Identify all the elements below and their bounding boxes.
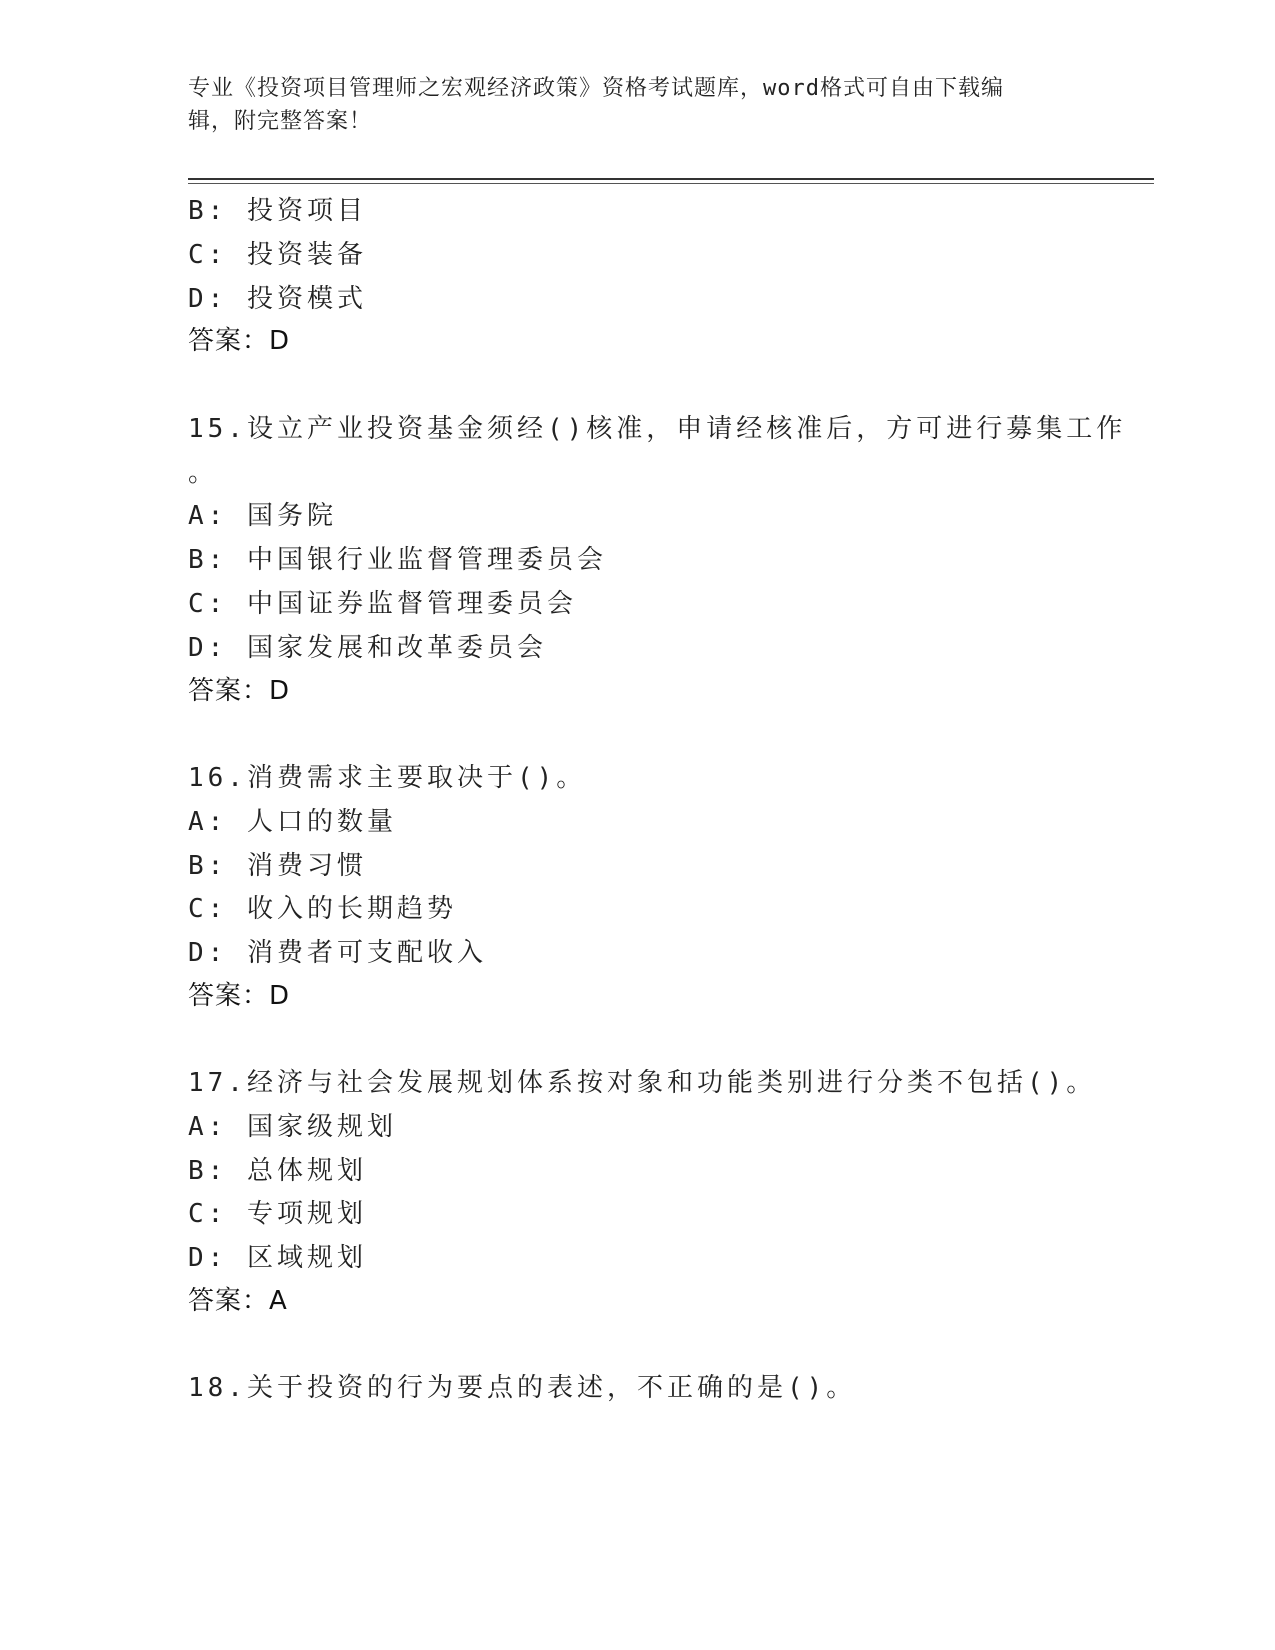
q16-option-a: A: 人口的数量 [188, 807, 397, 837]
q15-answer: 答案：D [188, 676, 291, 706]
q15-option-b: B: 中国银行业监督管理委员会 [188, 545, 607, 575]
q17-option-d: D: 区域规划 [188, 1243, 367, 1273]
q16-answer: 答案：D [188, 981, 291, 1011]
q17-option-b: B: 总体规划 [188, 1156, 367, 1186]
q17-stem: 17.经济与社会发展规划体系按对象和功能类别进行分类不包括()。 [188, 1068, 1097, 1098]
header-line-1: 专业《投资项目管理师之宏观经济政策》资格考试题库，word格式可自由下载编 [188, 76, 1004, 101]
q16-option-c: C: 收入的长期趋势 [188, 894, 457, 924]
header-line-2: 辑，附完整答案！ [188, 109, 373, 134]
q16-option-d: D: 消费者可支配收入 [188, 938, 487, 968]
q15-option-d: D: 国家发展和改革委员会 [188, 633, 547, 663]
document-header [188, 72, 1068, 138]
q17-answer: 答案：A [188, 1286, 288, 1316]
q15-option-c: C: 中国证券监督管理委员会 [188, 589, 577, 619]
header-divider-thick [188, 178, 1154, 180]
q15-option-a: A: 国务院 [188, 501, 337, 531]
header-divider-thin [188, 183, 1154, 184]
q14-option-c: C: 投资装备 [188, 240, 367, 270]
q15-stem-line-2: 。 [188, 458, 219, 488]
q17-option-c: C: 专项规划 [188, 1199, 367, 1229]
q14-answer: 答案：D [188, 326, 291, 356]
q14-option-d: D: 投资模式 [188, 284, 367, 314]
q16-option-b: B: 消费习惯 [188, 851, 367, 881]
q18-stem: 18.关于投资的行为要点的表述，不正确的是()。 [188, 1373, 857, 1403]
q14-option-b: B: 投资项目 [188, 196, 367, 226]
q15-stem-line-1: 15.设立产业投资基金须经()核准，申请经核准后，方可进行募集工作 [188, 414, 1127, 444]
q17-option-a: A: 国家级规划 [188, 1112, 397, 1142]
q16-stem: 16.消费需求主要取决于()。 [188, 763, 587, 793]
